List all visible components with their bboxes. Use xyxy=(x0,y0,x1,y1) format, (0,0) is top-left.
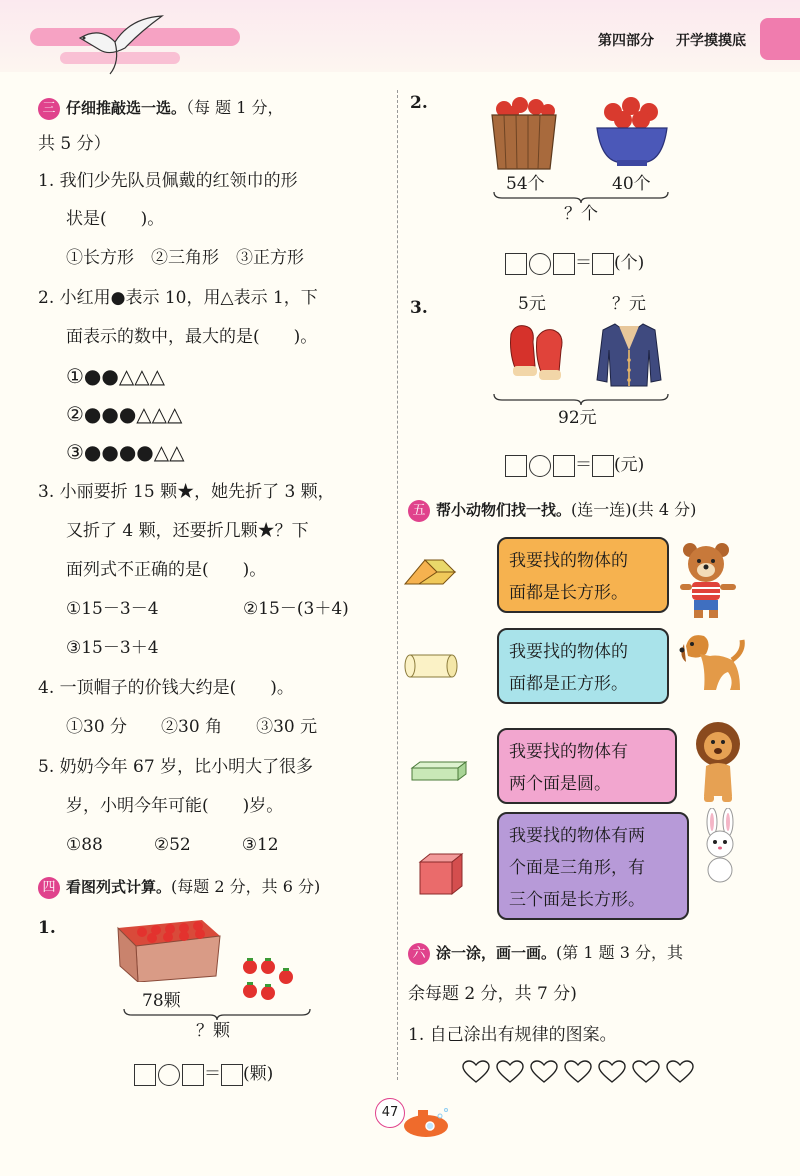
jacket-icon xyxy=(595,320,663,388)
q3-line1: 3. 小丽要折 15 颗★，她先折了 3 颗， xyxy=(38,482,335,502)
q5-line1: 5. 奶奶今年 67 岁，比小明大了很多 xyxy=(38,757,314,777)
q3-option-2: ②15－(3＋4) xyxy=(243,599,349,619)
s4-badge: 四 xyxy=(38,877,60,899)
submarine-icon xyxy=(400,1106,452,1140)
s4-title: 看图列式计算。 xyxy=(66,878,172,896)
p3-num: 3. xyxy=(410,298,428,318)
p2-brace xyxy=(492,190,672,204)
s5-title: 帮小动物们找一找。 xyxy=(436,501,572,519)
apple-basket-icon xyxy=(488,95,560,171)
bubble-line: 三个面是长方形。 xyxy=(509,890,645,910)
heart-outline-icon[interactable] xyxy=(598,1060,626,1084)
p2-total: ？个 xyxy=(564,204,598,224)
cube-icon[interactable] xyxy=(418,852,464,896)
unit-label: (颗) xyxy=(243,1064,274,1084)
bubble-line: 个面是三角形，有 xyxy=(509,858,645,878)
heart-outline-icon[interactable] xyxy=(666,1060,694,1084)
equals-sign: ＝ xyxy=(204,1064,221,1084)
q2-option-2: ②●●●△△△ xyxy=(66,402,183,426)
q3-line3: 面列式不正确的是( )。 xyxy=(66,560,267,580)
operator-circle[interactable] xyxy=(529,455,551,477)
s3-title: 仔细推敲选一选。 xyxy=(66,99,187,117)
s6-score-cont: 余每题 2 分，共 7 分) xyxy=(408,984,577,1004)
heart-outline-icon[interactable] xyxy=(530,1060,558,1084)
p2-equation xyxy=(505,248,644,275)
s6-title: 涂一涂，画一画。 xyxy=(436,944,557,962)
dog-icon xyxy=(676,628,746,698)
operator-circle[interactable] xyxy=(529,253,551,275)
p3-right: ？元 xyxy=(612,294,646,314)
q3-option-1: ①15－3－4 xyxy=(66,599,159,619)
p1-num: 1. xyxy=(38,918,56,938)
strawberry-box-icon xyxy=(112,910,224,982)
heart-outline-icon[interactable] xyxy=(496,1060,524,1084)
s5-score: (连一连)(共 4 分) xyxy=(571,500,697,519)
q5-options: ①88 ②52 ③12 xyxy=(66,835,279,855)
q2-line1: 2. 小红用●表示 10，用△表示 1，下 xyxy=(38,288,318,308)
answer-box[interactable] xyxy=(182,1064,204,1086)
page-number-text: 47 xyxy=(381,1105,399,1120)
cuboid-icon[interactable] xyxy=(410,760,468,782)
p3-left: 5元 xyxy=(518,294,546,314)
mittens-icon xyxy=(505,322,573,384)
answer-box[interactable] xyxy=(505,253,527,275)
header-section: 第四部分 xyxy=(598,33,654,49)
answer-box[interactable] xyxy=(592,253,614,275)
p1-label: 78颗 xyxy=(142,991,181,1011)
bubble-line: 我要找的物体的 xyxy=(509,551,628,571)
bubble-line: 面都是正方形。 xyxy=(509,674,628,694)
unit-label: (元) xyxy=(614,455,645,475)
s4-heading xyxy=(38,874,320,899)
q1-line2: 状是( )。 xyxy=(66,209,165,229)
p3-brace xyxy=(492,392,672,406)
answer-box[interactable] xyxy=(505,455,527,477)
answer-box[interactable] xyxy=(134,1064,156,1086)
rabbit-icon xyxy=(698,808,742,884)
bubble-line: 面都是长方形。 xyxy=(509,583,628,603)
seagull-icon xyxy=(70,8,170,80)
equals-sign: ＝ xyxy=(575,253,592,273)
speech-bubble-bear[interactable] xyxy=(497,537,669,613)
heart-outline-icon[interactable] xyxy=(462,1060,490,1084)
column-divider xyxy=(397,90,398,1080)
q1-options: ①长方形 ②三角形 ③正方形 xyxy=(66,248,304,268)
p3-total: 92元 xyxy=(558,408,597,428)
p3-equation xyxy=(505,450,644,477)
bubble-line: 两个面是圆。 xyxy=(509,774,611,794)
q3-option-3: ③15－3＋4 xyxy=(66,638,159,658)
q5-line2: 岁，小明今年可能( )岁。 xyxy=(66,796,284,816)
header-tab xyxy=(760,18,800,60)
speech-bubble-dog[interactable] xyxy=(497,628,669,704)
q4-options: ①30 分 ②30 角 ③30 元 xyxy=(66,717,318,737)
p2-left: 54个 xyxy=(506,174,545,194)
triangular-prism-icon[interactable] xyxy=(403,558,457,586)
p2-num: 2. xyxy=(410,93,428,113)
p1-equation xyxy=(134,1059,273,1086)
s3-heading xyxy=(38,95,283,120)
s3-badge: 三 xyxy=(38,98,60,120)
s5-badge: 五 xyxy=(408,500,430,522)
q2-option-1: ①●●△△△ xyxy=(66,364,165,388)
s6-heading xyxy=(408,940,683,965)
operator-circle[interactable] xyxy=(158,1064,180,1086)
apple-bowl-icon xyxy=(595,92,669,168)
cylinder-icon[interactable] xyxy=(404,653,460,679)
q1-line1: 1. 我们少先队员佩戴的红领巾的形 xyxy=(38,171,298,191)
s6-score: (第 1 题 3 分，其 xyxy=(556,943,683,962)
answer-box[interactable] xyxy=(553,253,575,275)
s5-heading xyxy=(408,497,696,522)
q3-line2: 又折了 4 颗，还要折几颗★？下 xyxy=(66,521,309,541)
bear-icon xyxy=(676,540,742,620)
s3-score: （每 题 1 分， xyxy=(186,98,284,117)
hearts-row xyxy=(462,1060,702,1088)
s6-badge: 六 xyxy=(408,943,430,965)
speech-bubble-lion[interactable] xyxy=(497,728,677,804)
bubble-line: 我要找的物体有两 xyxy=(509,826,645,846)
s3-score-cont: 共 5 分） xyxy=(38,134,111,154)
p2-right: 40个 xyxy=(612,174,651,194)
p1-total: ？颗 xyxy=(196,1021,230,1041)
heart-outline-icon[interactable] xyxy=(632,1060,660,1084)
answer-box[interactable] xyxy=(592,455,614,477)
answer-box[interactable] xyxy=(221,1064,243,1086)
heart-outline-icon[interactable] xyxy=(564,1060,592,1084)
answer-box[interactable] xyxy=(553,455,575,477)
s4-score: (每题 2 分，共 6 分) xyxy=(171,877,321,896)
speech-bubble-rabbit[interactable] xyxy=(497,812,689,920)
strawberries-icon xyxy=(240,955,300,1007)
p1-brace xyxy=(122,1007,312,1021)
bubble-line: 我要找的物体有 xyxy=(509,742,628,762)
equals-sign: ＝ xyxy=(575,455,592,475)
s6-q1: 1. 自己涂出有规律的图案。 xyxy=(408,1025,617,1045)
q2-option-3: ③●●●●△△ xyxy=(66,440,185,464)
bubble-line: 我要找的物体的 xyxy=(509,642,628,662)
unit-label: (个) xyxy=(614,253,645,273)
q4-line1: 4. 一顶帽子的价钱大约是( )。 xyxy=(38,678,294,698)
q2-line2: 面表示的数中，最大的是( )。 xyxy=(66,327,318,347)
lion-icon xyxy=(692,720,746,806)
header-title: 开学摸摸底 xyxy=(676,33,746,49)
